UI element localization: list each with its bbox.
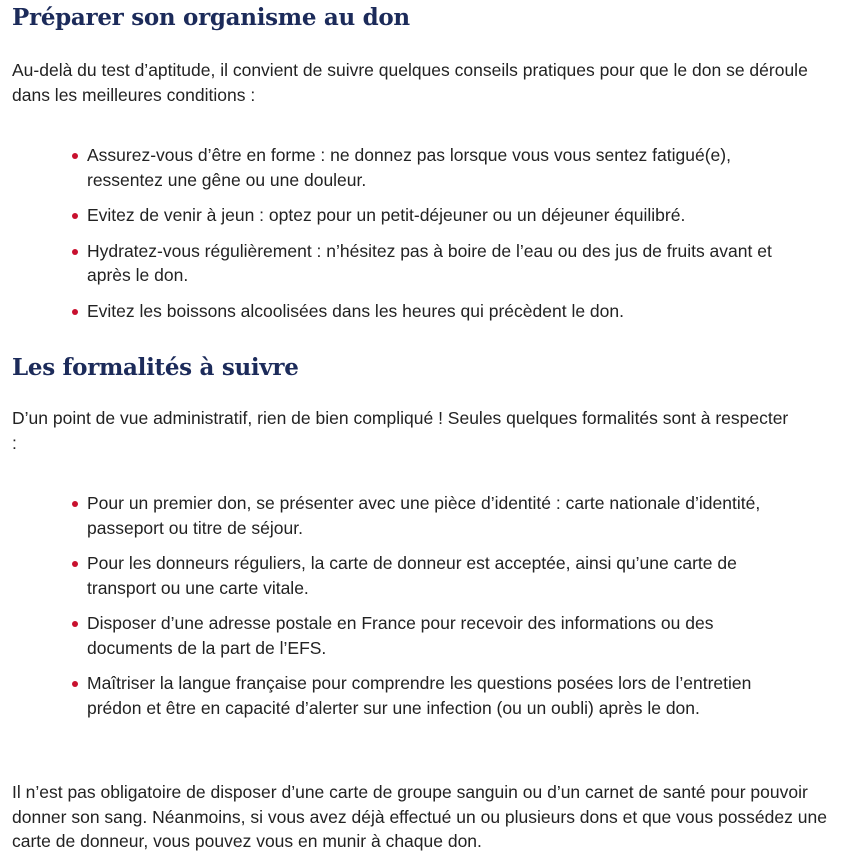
list-item: Pour les donneurs réguliers, la carte de donneur est acceptée, ainsi qu’une carte de transport ou une carte vitale. (72, 551, 792, 600)
bullet-dot-icon (72, 681, 78, 687)
section-title-preparation: Préparer son organisme au don (12, 4, 410, 31)
list-item: Disposer d’une adresse postale en France pour recevoir des informations ou des documents de la part de l’EFS. (72, 611, 792, 660)
list-item: Hydratez-vous régulièrement : n’hésitez pas à boire de l’eau ou des jus de fruits avant et après le don. (72, 239, 802, 288)
bullet-dot-icon (72, 501, 78, 507)
bullet-dot-icon (72, 213, 78, 219)
section-title-formalites: Les formalités à suivre (12, 354, 299, 381)
section-intro-preparation: Au-delà du test d’aptitude, il convient de suivre quelques conseils pratiques pour que le don se déroule dans les meilleures conditions : (12, 60, 808, 105)
bullet-dot-icon (72, 621, 78, 627)
list-item: Maîtriser la langue française pour comprendre les questions posées lors de l’entretien prédon et être en capacité d’alerter sur une infection (ou un oubli) après le don. (72, 671, 792, 720)
bullet-dot-icon (72, 309, 78, 315)
list-item: Assurez-vous d’être en forme : ne donnez pas lorsque vous vous sentez fatigué(e), ressentez une gêne ou une douleur. (72, 143, 802, 192)
bullet-dot-icon (72, 249, 78, 255)
formalites-list (72, 491, 792, 731)
preparation-list (72, 143, 802, 334)
list-item: Evitez de venir à jeun : optez pour un petit-déjeuner ou un déjeuner équilibré. (72, 203, 802, 228)
section-intro-formalites: D’un point de vue administratif, rien de bien compliqué ! Seules quelques formalités sont à respecter : (12, 408, 789, 453)
list-item: Pour un premier don, se présenter avec une pièce d’identité : carte nationale d’identité, passeport ou titre de séjour. (72, 491, 792, 540)
list-item: Evitez les boissons alcoolisées dans les heures qui précèdent le don. (72, 299, 802, 324)
closing-paragraph: Il n’est pas obligatoire de disposer d’une carte de groupe sanguin ou d’un carnet de santé pour pouvoir donner son sang. Néanmoins, si vous avez déjà effectué un ou plusieurs dons et que vous possédez une carte de donneur, vous pouvez vous en munir à chaque don. (12, 782, 827, 851)
bullet-dot-icon (72, 153, 78, 159)
bullet-dot-icon (72, 561, 78, 567)
